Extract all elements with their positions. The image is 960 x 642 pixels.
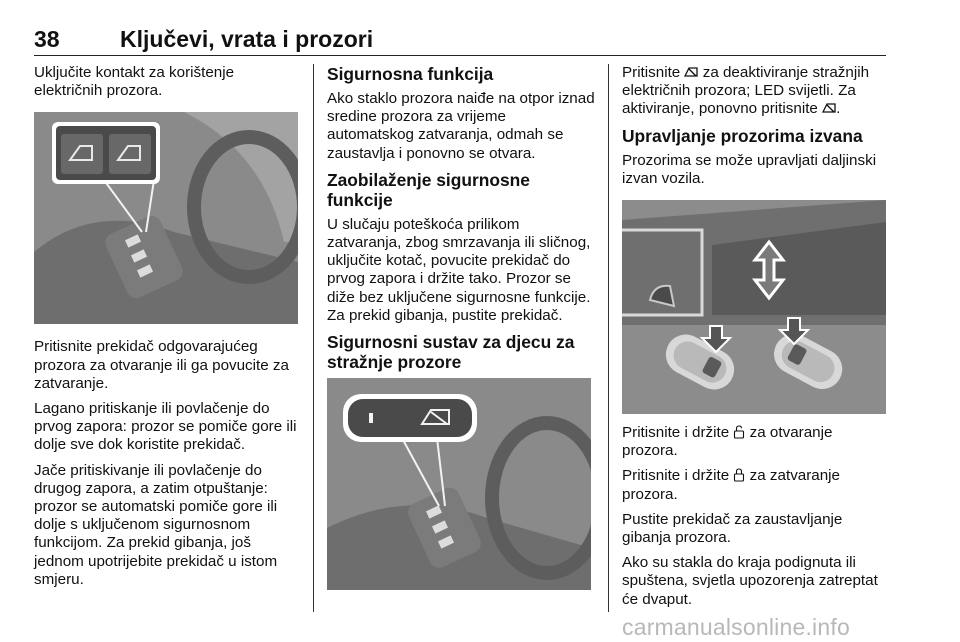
child-lock-icon [684,65,698,79]
lock-icon [733,468,745,482]
paragraph-child-lock: Pritisnite za deaktiviranje stražnjih električnih prozora; LED svijetli. Za aktiviranje, ponovno pritisnite . [622,64,870,118]
chapter-title: Ključevi, vrata i prozori [120,26,374,52]
paragraph-remote-operation: Prozorima se može upravljati daljinski izvan vozila. [622,151,877,187]
column-3 [622,64,888,616]
page-header [34,26,886,56]
heading-override-safety: Zaobilaženje sigurnosne funkcije [327,169,530,210]
paragraph-override-safety: U slučaju poteškoća prilikom zatvaranja, zbog smrzavanja ili sličnog, uključite kotač, povucite prekidač do prvog zapora i držite tako. Prozor se diže bez uključene sigurnosne funkcije. Za prekid gibanja, pustite prekidač. [327,215,591,324]
column-1 [34,64,300,596]
paragraph-safety-function: Ako staklo prozora naiđe na otpor iznad sredine prozora za vrijeme automatskog zatvaranja, odmah se zaustavlja i ponovno se otvara. [327,90,595,162]
column-divider-2 [608,64,609,612]
page-number: 38 [34,26,60,52]
child-lock-icon [822,101,836,115]
paragraph-open-windows: Pritisnite i držite za otvaranje prozora. [622,424,833,460]
paragraph-hazard-flash: Ako su stakla do kraja podignuta ili spuštena, svjetla upozorenja zatreptat će dvaput. [622,554,878,608]
heading-child-safety: Sigurnosni sustav za djecu za stražnje prozore [327,332,575,373]
paragraph-first-detent: Lagano pritiskanje ili povlačenje do prvog zapora: prozor se pomiče gore ili dolje sve dok koristite prekidač. [34,400,297,454]
paragraph-press-switch: Pritisnite prekidač odgovarajućeg prozora za otvaranje ili ga povucite za zatvaranje. [34,338,289,392]
column-divider-1 [313,64,314,612]
remote-window-illustration [622,200,886,414]
intro-text: Uključite kontakt za korištenje električnih prozora. [34,64,235,100]
paragraph-second-detent: Jače pritiskivanje ili povlačenje do drugog zapora, a zatim otpuštanje: prozor se automatski pomiče gore ili dolje s uključenom sigurnosnom funkcijom. Za prekid gibanja, još jednom upotrijebite prekidač u istom smjeru. [34,461,278,588]
unlock-icon [733,425,745,439]
child-lock-switch-photo [327,378,591,590]
watermark: carmanualsonline.info [622,614,850,640]
paragraph-release-switch: Pustite prekidač za zaustavljanje gibanja prozora. [622,510,843,547]
paragraph-close-windows: Pritisnite i držite za zatvaranje prozora. [622,467,841,503]
header-divider [34,55,886,56]
column-2 [327,64,595,590]
heading-remote-operation: Upravljanje prozorima izvana [622,125,863,146]
door-switch-photo [34,112,298,324]
heading-safety-function: Sigurnosna funkcija [327,64,494,84]
